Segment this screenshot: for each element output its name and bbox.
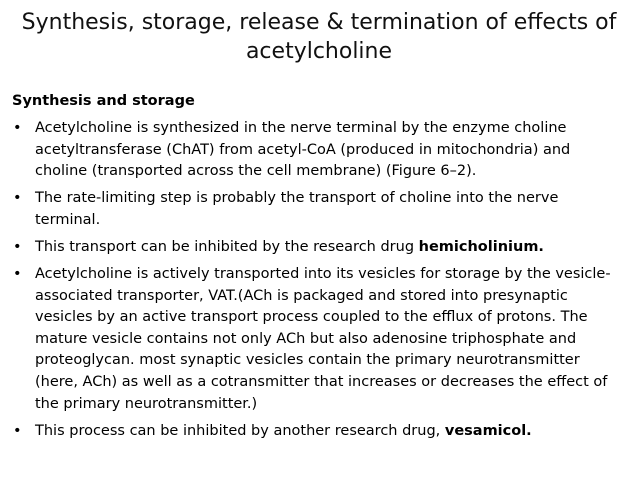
bullet-marker: •	[13, 120, 22, 136]
bullet-list	[12, 118, 624, 442]
drug-name-vesamicol: vesamicol.	[444, 422, 532, 439]
bullet-item-hemicholinium	[12, 237, 624, 259]
slide-title: Synthesis, storage, release & termination of effects of acetylcholine	[21, 10, 617, 64]
bullet-text: This transport can be inhibited by the research drug	[35, 238, 419, 255]
bullet-marker: •	[13, 238, 22, 255]
bullet-marker: •	[13, 190, 22, 207]
section-heading: Synthesis and storage	[12, 93, 195, 109]
bullet-item-synthesis	[12, 118, 624, 183]
bullet-item-vesamicol	[12, 421, 624, 443]
bullet-text: This process can be inhibited by another research drug,	[35, 422, 445, 439]
bullet-text: The rate-limiting step is probably the transport of choline into the nerve terminal.	[35, 190, 559, 228]
drug-name-hemicholinium: hemicholinium.	[418, 238, 544, 255]
bullet-marker: •	[13, 422, 22, 439]
bullet-item-rate-limiting	[12, 188, 624, 231]
slide-content	[12, 91, 624, 448]
bullet-item-vesicle-transport	[12, 264, 624, 415]
bullet-text: Acetylcholine is synthesized in the nerve terminal by the enzyme choline acetyltransferase (ChAT) from acetyl-CoA (produced in mitochondria) and choline (transported across the cell membrane) (Figure 6–2).	[35, 120, 571, 180]
bullet-marker: •	[13, 266, 22, 283]
bullet-text: Acetylcholine is actively transported into its vesicles for storage by the vesicle-associated transporter, VAT.(ACh is packaged and stored into presynaptic vesicles by an active transport process coupled to the efflux of protons. The mature vesicle contains not only ACh but also adenosine triphosphate and proteoglycan. most synaptic vesicles contain the primary neurotransmitter (here, ACh) as well as a cotransmitter that increases or decreases the effect of the primary neurotransmitter.)	[35, 266, 611, 412]
